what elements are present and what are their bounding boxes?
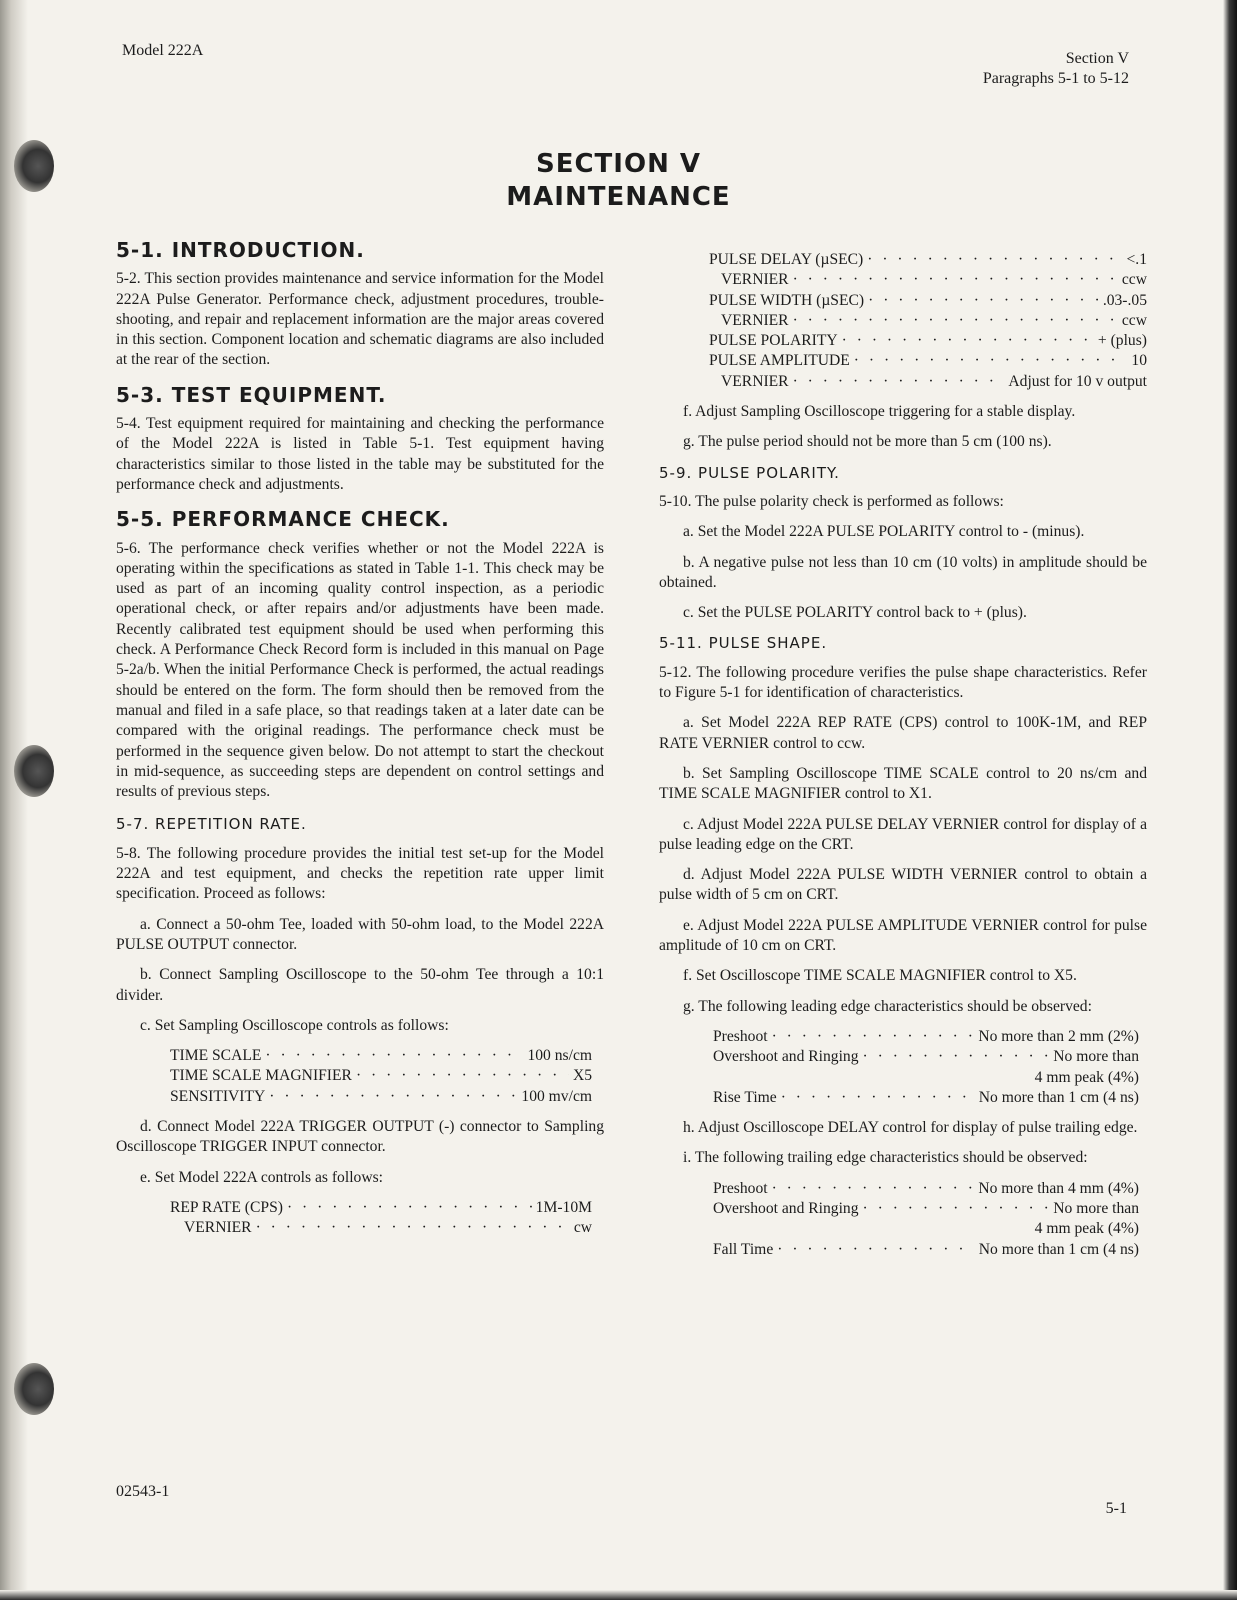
setting-value: <.1 [1126, 251, 1147, 268]
header-section-info [983, 49, 1129, 89]
spec-row [713, 1179, 1139, 1199]
section-title-line1: SECTION V [535, 149, 701, 179]
setting-value: cw [573, 1219, 592, 1237]
section-title [0, 148, 1237, 214]
polarity-step-c: c. Set the PULSE POLARITY control back to + (plus). [683, 604, 1027, 622]
spec-label: Fall Time [713, 1240, 774, 1258]
setting-value: ccw [1121, 271, 1147, 289]
shape-step-d: d. Adjust Model 222A PULSE WIDTH VERNIER control to obtain a pulse width of 5 cm on CRT. [659, 866, 1147, 904]
spec-label: Overshoot and Ringing [713, 1199, 859, 1217]
setting-label: REP RATE (CPS) [170, 1198, 283, 1216]
spec-value: No more than [1053, 1048, 1139, 1066]
spec-row [713, 1240, 1139, 1260]
setting-row [170, 1198, 592, 1218]
setting-value: 10 [1131, 352, 1147, 370]
paragraph-5-10: 5-10. The pulse polarity check is performed as follows: [659, 492, 1004, 510]
shape-step-a: a. Set Model 222A REP RATE (CPS) control to 100K-1M, and REP RATE VERNIER control to ccw. [659, 714, 1147, 752]
shape-step-h: h. Adjust Oscilloscope DELAY control for display of pulse trailing edge. [683, 1119, 1138, 1137]
setting-label: TIME SCALE [170, 1047, 262, 1065]
binder-hole-middle [14, 745, 54, 797]
polarity-step-b: b. A negative pulse not less than 10 cm (10 volts) in amplitude should be obtained. [659, 553, 1147, 591]
spec-row [713, 1027, 1139, 1047]
heading-pulse-shape: 5-11. PULSE SHAPE. [659, 634, 828, 653]
setting-row [170, 1066, 592, 1086]
paragraph-5-8: 5-8. The following procedure provides the initial test set-up for the Model 222A and test equipment, and checks the repetition rate upper limit specification. Proceed as follows: [116, 844, 604, 903]
spec-row [713, 1199, 1139, 1219]
heading-introduction: 5-1. INTRODUCTION. [116, 238, 365, 262]
setting-value: Adjust for 10 v output [1008, 372, 1147, 390]
model-settings-table-1 [170, 1198, 592, 1239]
spec-value: No more than 2 mm (2%) [978, 1027, 1139, 1045]
binding-shadow [0, 0, 28, 1600]
spec-label: Rise Time [713, 1088, 777, 1106]
setting-label: PULSE DELAY (µSEC) [709, 251, 864, 268]
step-a: a. Connect a 50-ohm Tee, loaded with 50-ohm load, to the Model 222A PULSE OUTPUT connector. [116, 915, 604, 953]
spec-row-continued [713, 1219, 1139, 1239]
heading-repetition-rate: 5-7. REPETITION RATE. [116, 815, 307, 834]
setting-row [709, 351, 1147, 371]
document-number: 02543-1 [116, 1483, 170, 1500]
spec-label: Preshoot [713, 1027, 768, 1045]
shape-step-e: e. Adjust Model 222A PULSE AMPLITUDE VERNIER control for pulse amplitude of 10 cm on CRT. [659, 916, 1147, 955]
setting-label: VERNIER [184, 1219, 252, 1237]
step-c: c. Set Sampling Oscilloscope controls as follows: [140, 1016, 449, 1034]
spec-row [713, 1047, 1139, 1067]
setting-label: VERNIER [721, 311, 789, 329]
paragraph-5-12: 5-12. The following procedure verifies the pulse shape characteristics. Refer to Figure 5-1 for identification of characteristics. [659, 663, 1147, 702]
setting-row [170, 1046, 592, 1066]
spec-value: No more than 4 mm (4%) [978, 1179, 1139, 1197]
setting-label: SENSITIVITY [170, 1087, 266, 1105]
heading-performance-check: 5-5. PERFORMANCE CHECK. [116, 507, 450, 532]
polarity-step-a: a. Set the Model 222A PULSE POLARITY control to - (minus). [683, 523, 1085, 541]
spec-value-continued: 4 mm peak (4%) [1034, 1068, 1139, 1086]
setting-label: TIME SCALE MAGNIFIER [170, 1067, 352, 1085]
setting-label: PULSE AMPLITUDE [709, 352, 850, 370]
section-title-line2: MAINTENANCE [506, 182, 731, 212]
spec-row-continued [713, 1068, 1139, 1088]
page-edge-bottom [0, 1590, 1237, 1600]
setting-value: X5 [572, 1067, 592, 1085]
setting-row [170, 1218, 592, 1238]
step-e: e. Set Model 222A controls as follows: [140, 1168, 383, 1186]
setting-value: .03-.05 [1102, 291, 1147, 309]
spec-label: Preshoot [713, 1179, 768, 1197]
step-f: f. Adjust Sampling Oscilloscope triggering for a stable display. [683, 403, 1076, 421]
setting-row [709, 250, 1147, 270]
heading-pulse-polarity: 5-9. PULSE POLARITY. [659, 463, 840, 482]
spec-value-continued: 4 mm peak (4%) [1034, 1220, 1139, 1238]
setting-value: 100 mv/cm [521, 1087, 592, 1105]
setting-row [709, 372, 1147, 392]
leading-edge-table [713, 1027, 1139, 1108]
setting-value: 100 ns/cm [527, 1047, 592, 1065]
paragraph-5-2: 5-2. This section provides maintenance and service information for the Model 222A Pulse Generator. Performance check, adjustment procedures, trouble-shooting, and repair and replacement information are the major areas covered in this section. Component location and schematic diagrams are also included at the rear of the section. [116, 270, 604, 369]
spec-value: No more than 1 cm (4 ns) [978, 1088, 1139, 1106]
header-section: Section V [1065, 50, 1129, 67]
step-g: g. The pulse period should not be more than 5 cm (100 ns). [683, 433, 1052, 451]
page-number: 5-1 [1105, 1500, 1127, 1517]
binder-hole-bottom [14, 1363, 54, 1415]
setting-label: PULSE WIDTH (µSEC) [709, 291, 865, 309]
setting-value: 1M-10M [535, 1198, 592, 1216]
setting-label: VERNIER [721, 271, 789, 289]
right-column [659, 250, 1147, 1270]
spec-value: No more than [1053, 1199, 1139, 1217]
left-column [116, 240, 604, 1248]
setting-row [709, 291, 1147, 311]
step-d: d. Connect Model 222A TRIGGER OUTPUT (-) connector to Sampling Oscilloscope TRIGGER INPUT connector. [116, 1117, 604, 1156]
shape-step-i: i. The following trailing edge characteristics should be observed: [683, 1149, 1088, 1167]
spec-row [713, 1088, 1139, 1108]
step-b: b. Connect Sampling Oscilloscope to the 50-ohm Tee through a 10:1 divider. [116, 966, 604, 1004]
paragraph-5-4: 5-4. Test equipment required for maintaining and checking the performance of the Model 222A is listed in Table 5-1. Test equipment having characteristics similar to those listed in the table may be substituted for the performance check and adjustments. [116, 415, 604, 493]
shape-step-f: f. Set Oscilloscope TIME SCALE MAGNIFIER control to X5. [683, 967, 1077, 985]
header-paragraphs: Paragraphs 5-1 to 5-12 [982, 70, 1129, 87]
setting-label: PULSE POLARITY [709, 332, 838, 350]
spec-value: No more than 1 cm (4 ns) [978, 1240, 1139, 1258]
heading-test-equipment: 5-3. TEST EQUIPMENT. [116, 382, 387, 407]
header-model: Model 222A [122, 42, 204, 59]
shape-step-b: b. Set Sampling Oscilloscope TIME SCALE control to 20 ns/cm and TIME SCALE MAGNIFIER control to X1. [659, 764, 1147, 803]
page-edge-right [1223, 0, 1237, 1600]
setting-value: ccw [1121, 311, 1147, 329]
setting-row [709, 270, 1147, 290]
setting-row [709, 311, 1147, 331]
setting-label: VERNIER [721, 372, 789, 390]
scope-settings-table [170, 1046, 592, 1107]
shape-step-c: c. Adjust Model 222A PULSE DELAY VERNIER control for display of a pulse leading edge on the CRT. [659, 815, 1147, 853]
setting-value: + (plus) [1097, 332, 1147, 350]
setting-row [709, 331, 1147, 351]
spec-label: Overshoot and Ringing [713, 1048, 859, 1066]
paragraph-5-6: 5-6. The performance check verifies whether or not the Model 222A is operating within the specifications as stated in Table 1-1. This check may be used as part of an incoming quality control inspection, as a periodic operational check, or after repairs and/or adjustments have been made. Recently calibrated test equipment should be used when performing this check. A Performance Check Record form is included in this manual on Page 5-2a/b. When the initial Performance Check is performed, the actual readings should be entered on the form. The form should then be removed from the manual and filed in a safe place, so that readings taken at a later date can be compared with the original readings. The performance check must be performed in the sequence given below. Do not attempt to start the checkout in mid-sequence, as succeeding steps are dependent on control settings and results of previous steps. [116, 539, 604, 801]
setting-row [170, 1087, 592, 1107]
shape-step-g: g. The following leading edge characteristics should be observed: [683, 997, 1092, 1015]
model-settings-table-2 [709, 250, 1147, 392]
trailing-edge-table [713, 1179, 1139, 1260]
